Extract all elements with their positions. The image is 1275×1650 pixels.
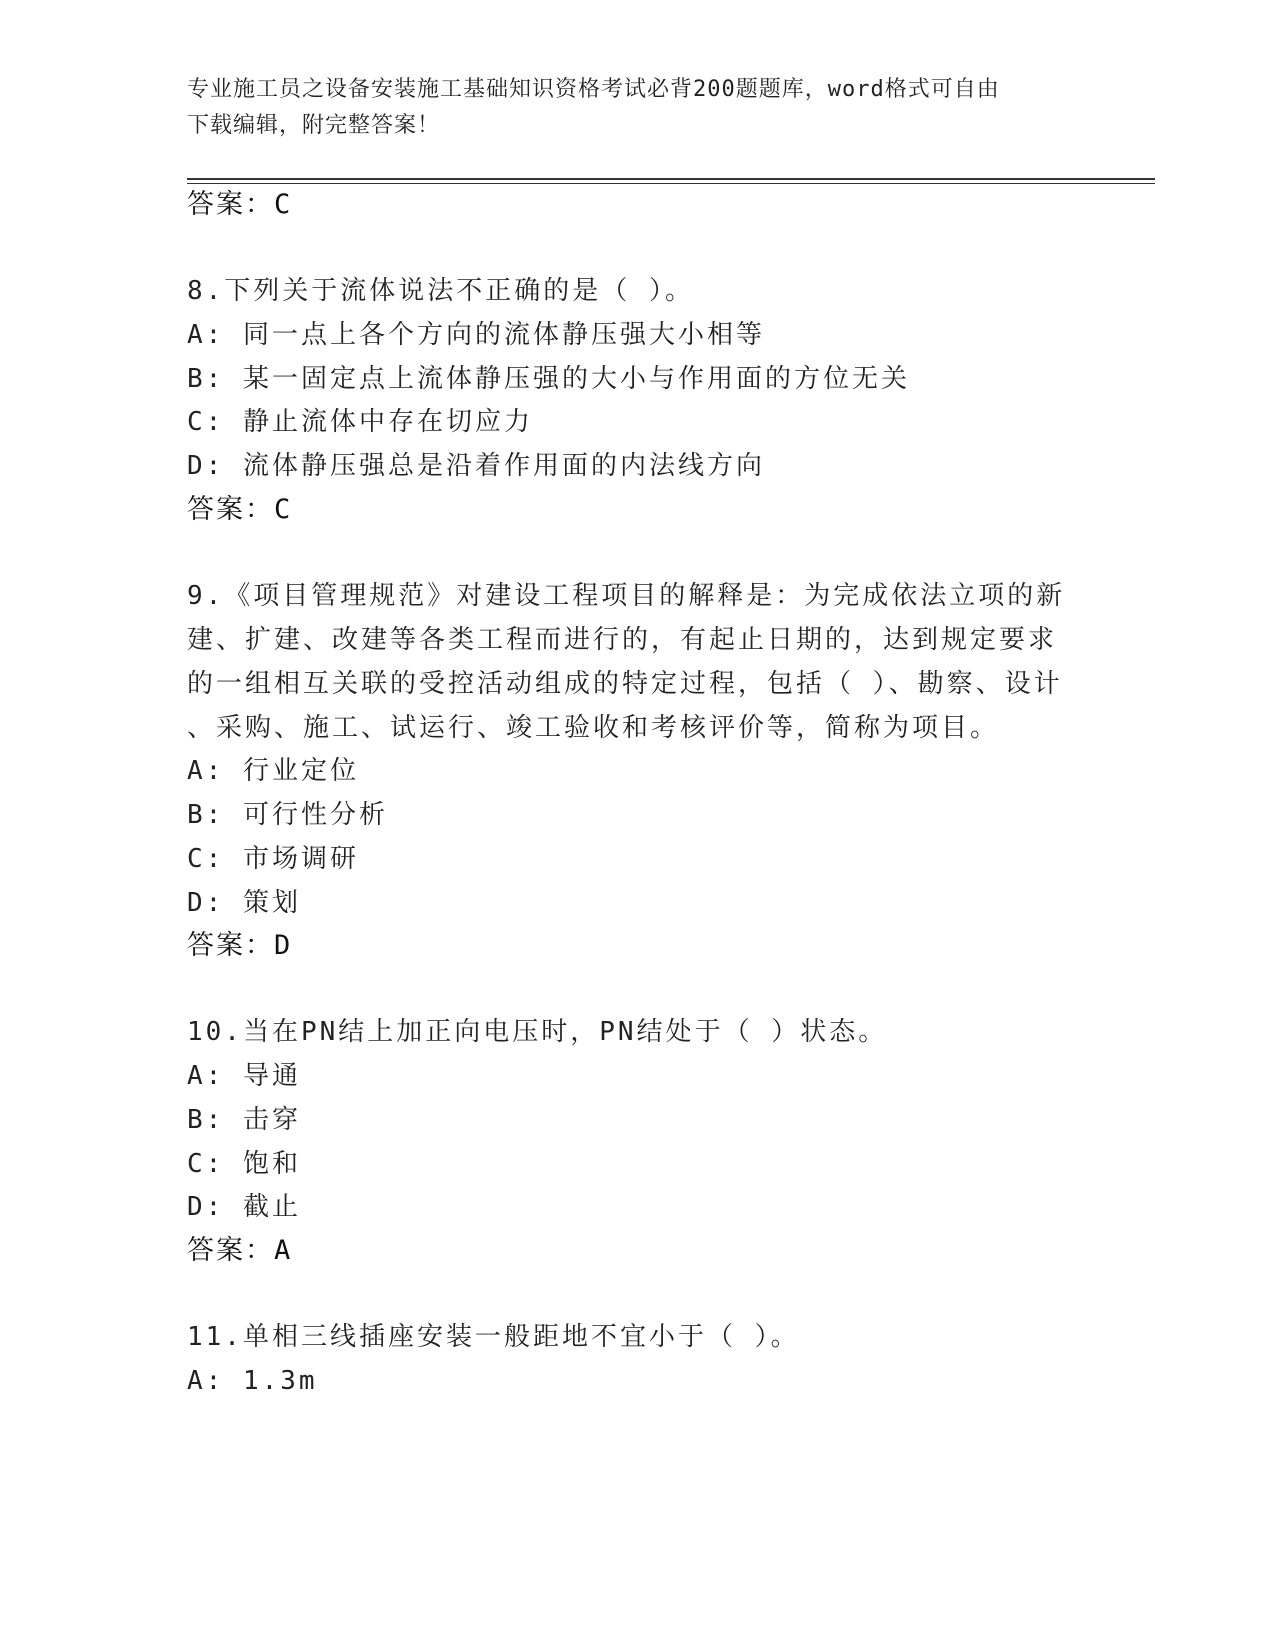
question-10-option-a: A: 导通 xyxy=(187,1061,301,1091)
answer-value: C xyxy=(274,189,291,220)
answer-value: A xyxy=(274,1235,291,1266)
question-8-option-a: A: 同一点上各个方向的流体静压强大小相等 xyxy=(187,320,765,350)
question-10-stem: 10.当在PN结上加正向电压时，PN结处于（ ）状态。 xyxy=(187,1017,888,1047)
question-10-answer xyxy=(187,1234,290,1268)
question-9-stem-line-4: 、采购、施工、试运行、竣工验收和考核评价等，简称为项目。 xyxy=(187,713,1000,743)
question-10-option-c: C: 饱和 xyxy=(187,1149,301,1179)
answer-label: 答案： xyxy=(187,494,274,525)
question-8-stem: 8.下列关于流体说法不正确的是（ ）。 xyxy=(187,276,694,306)
question-9-stem-line-2: 建、扩建、改建等各类工程而进行的，有起止日期的，达到规定要求 xyxy=(187,625,1058,655)
answer-label: 答案： xyxy=(187,189,274,220)
question-9-stem-line-3: 的一组相互关联的受控活动组成的特定过程，包括（ ）、勘察、设计 xyxy=(187,669,1063,699)
prev-answer xyxy=(187,188,290,222)
header-divider-thick xyxy=(187,178,1155,180)
question-9-option-d: D: 策划 xyxy=(187,888,301,918)
answer-label: 答案： xyxy=(187,1235,274,1266)
question-8-option-d: D: 流体静压强总是沿着作用面的内法线方向 xyxy=(187,451,765,481)
header-line-1: 专业施工员之设备安装施工基础知识资格考试必背200题题库，word格式可自由 xyxy=(187,77,1000,102)
answer-value: C xyxy=(274,494,291,525)
question-9-option-c: C: 市场调研 xyxy=(187,844,359,874)
header-line-2: 下载编辑，附完整答案！ xyxy=(187,113,441,138)
document-header xyxy=(187,72,1067,144)
question-8-option-b: B: 某一固定点上流体静压强的大小与作用面的方位无关 xyxy=(187,364,910,394)
header-divider-thin xyxy=(187,183,1155,184)
question-11-stem: 11.单相三线插座安装一般距地不宜小于（ ）。 xyxy=(187,1322,800,1352)
question-11-option-a: A: 1.3m xyxy=(187,1366,318,1396)
question-10-option-d: D: 截止 xyxy=(187,1192,301,1222)
question-8-option-c: C: 静止流体中存在切应力 xyxy=(187,407,533,437)
answer-value: D xyxy=(274,930,291,961)
question-9-option-b: B: 可行性分析 xyxy=(187,800,388,830)
question-10-option-b: B: 击穿 xyxy=(187,1105,301,1135)
question-8-answer xyxy=(187,493,290,527)
question-9-option-a: A: 行业定位 xyxy=(187,756,359,786)
question-9-answer xyxy=(187,929,290,963)
question-9-stem-line-1: 9.《项目管理规范》对建设工程项目的解释是：为完成依法立项的新 xyxy=(187,581,1066,611)
answer-label: 答案： xyxy=(187,930,274,961)
